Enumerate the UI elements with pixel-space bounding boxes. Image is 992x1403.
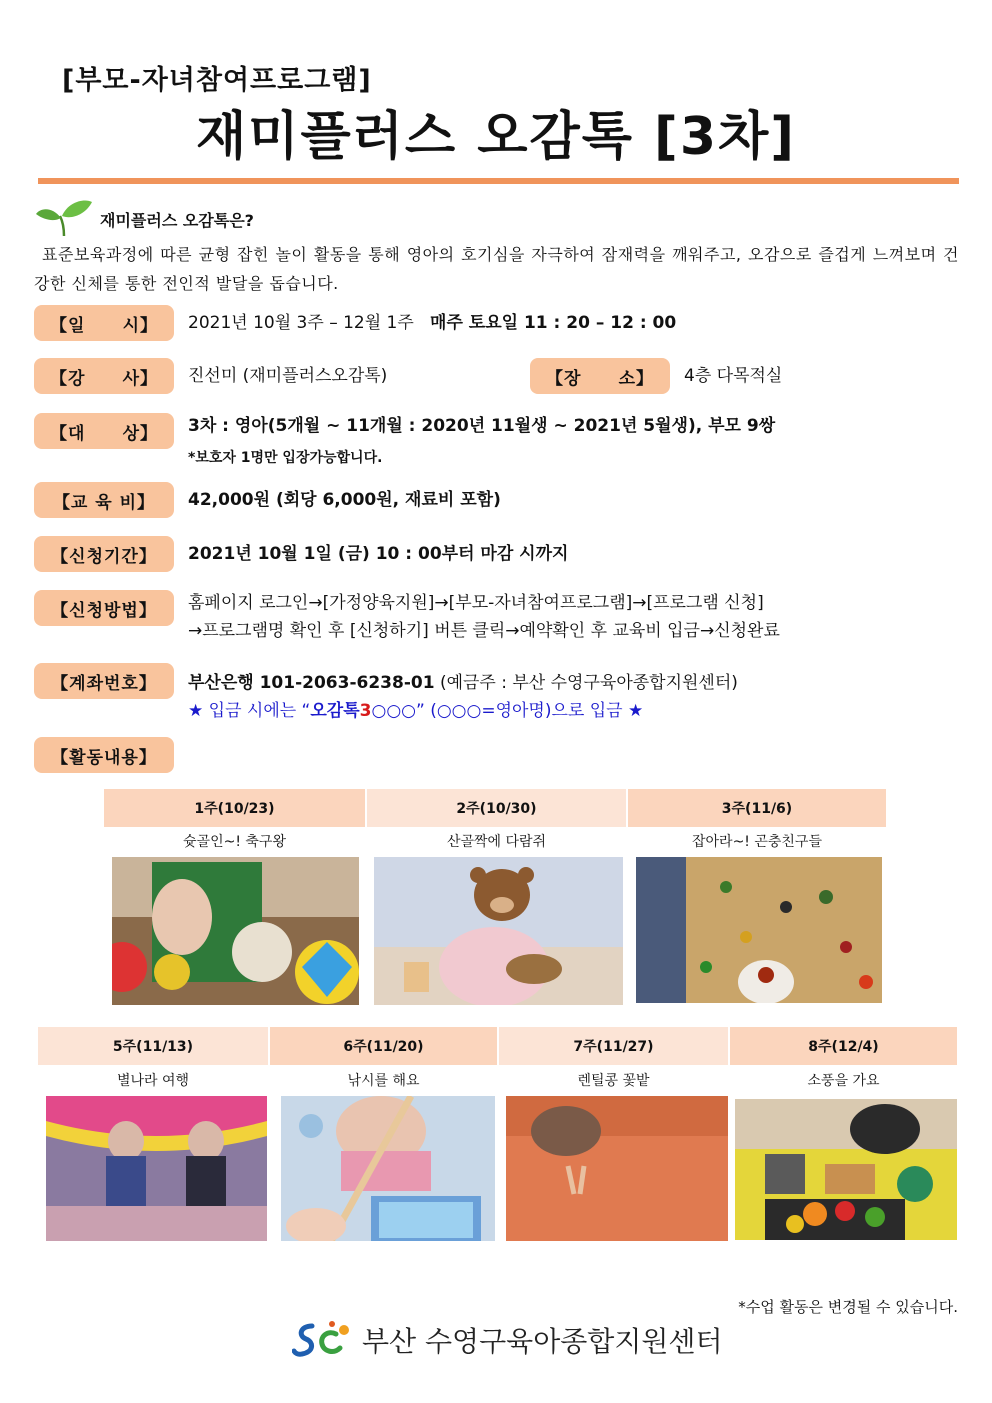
page-title: 재미플러스 오감톡 [3차] bbox=[195, 107, 796, 167]
sprout-icon bbox=[34, 196, 94, 238]
week-header: 5주(11/13) bbox=[38, 1027, 268, 1065]
intro-heading: 재미플러스 오감톡은? bbox=[100, 210, 254, 230]
schedule-label: 【일 시】 bbox=[34, 305, 174, 341]
week-header: 7주(11/27) bbox=[499, 1027, 728, 1065]
fishing-photo bbox=[281, 1096, 495, 1241]
fee-label: 【교 육 비】 bbox=[34, 482, 174, 518]
account-value: 부산은행 101-2063-6238-01 (예금주 : 부산 수영구육아종합지원센터) bbox=[188, 673, 738, 693]
week-caption: 슛골인~! 축구왕 bbox=[183, 834, 286, 850]
place-value: 4층 다목적실 bbox=[684, 366, 783, 386]
title-divider bbox=[38, 178, 959, 184]
target-label: 【대 상】 bbox=[34, 413, 174, 449]
bear-mask-photo bbox=[374, 857, 623, 1005]
activities-label: 【활동내용】 bbox=[34, 737, 174, 773]
insects-sand-photo bbox=[636, 857, 882, 1003]
week-header: 6주(11/20) bbox=[270, 1027, 497, 1065]
intro-heading-row bbox=[34, 196, 254, 238]
period-label: 【신청기간】 bbox=[34, 536, 174, 572]
method-line-1: 홈페이지 로그인→[가정양육지원]→[부모-자녀참여프로그램]→[프로그램 신청] bbox=[188, 593, 764, 613]
week-caption: 별나라 여행 bbox=[116, 1073, 190, 1089]
target-note: *보호자 1명만 입장가능합니다. bbox=[188, 450, 383, 466]
parachute-photo bbox=[46, 1096, 267, 1241]
intro-description: 표준보육과정에 따른 균형 잡힌 놀이 활동을 통해 영아의 호기심을 자극하여 잠재력을 깨워주고, 오감으로 즐겁게 느껴보며 건강한 신체를 통한 전인적 발달을 돕습니다. bbox=[34, 245, 959, 293]
method-label: 【신청방법】 bbox=[34, 590, 174, 626]
week-header: 8주(12/4) bbox=[730, 1027, 957, 1065]
instructor-label: 【강 사】 bbox=[34, 358, 174, 394]
picnic-photo bbox=[735, 1099, 957, 1240]
instructor-value: 진선미 (재미플러스오감톡) bbox=[188, 366, 388, 386]
footer-org bbox=[292, 1318, 723, 1362]
place-label: 【장 소】 bbox=[530, 358, 670, 394]
change-notice: *수업 활동은 변경될 수 있습니다. bbox=[738, 1298, 958, 1316]
week-header: 2주(10/30) bbox=[367, 789, 626, 827]
fee-value: 42,000원 (회당 6,000원, 재료비 포함) bbox=[188, 490, 501, 510]
week-caption: 소풍을 가요 bbox=[807, 1073, 880, 1089]
week-caption: 산골짝에 다람쥐 bbox=[446, 834, 547, 850]
week-caption: 잡아라~! 곤충친구들 bbox=[692, 834, 822, 850]
week-header: 3주(11/6) bbox=[628, 789, 886, 827]
deposit-instruction: ★ 입금 시에는 “오감톡3○○○” (○○○=영아명)으로 입금 ★ bbox=[188, 701, 644, 721]
method-line-2: →프로그램명 확인 후 [신청하기] 버튼 클릭→예약확인 후 교육비 입금→신청완료 bbox=[188, 621, 780, 641]
week-caption: 렌틸콩 꽃밭 bbox=[577, 1073, 650, 1089]
period-value: 2021년 10월 1일 (금) 10 : 00부터 마감 시까지 bbox=[188, 544, 569, 564]
soccer-balls-photo bbox=[112, 857, 359, 1005]
org-name: 부산 수영구육아종합지원센터 bbox=[362, 1325, 723, 1358]
sc-logo bbox=[292, 1318, 354, 1362]
schedule-value: 2021년 10월 3주 – 12월 1주 매주 토요일 11 : 20 – 12 : 00 bbox=[188, 313, 677, 333]
target-value: 3차 : 영아(5개월 ~ 11개월 : 2020년 11월생 ~ 2021년 5월생), 부모 9쌍 bbox=[188, 416, 776, 436]
week-header: 1주(10/23) bbox=[104, 789, 365, 827]
lentils-photo bbox=[506, 1096, 728, 1241]
week-caption: 낚시를 해요 bbox=[347, 1073, 420, 1089]
account-label: 【계좌번호】 bbox=[34, 663, 174, 699]
program-category: [부모-자녀참여프로그램] bbox=[62, 65, 372, 96]
